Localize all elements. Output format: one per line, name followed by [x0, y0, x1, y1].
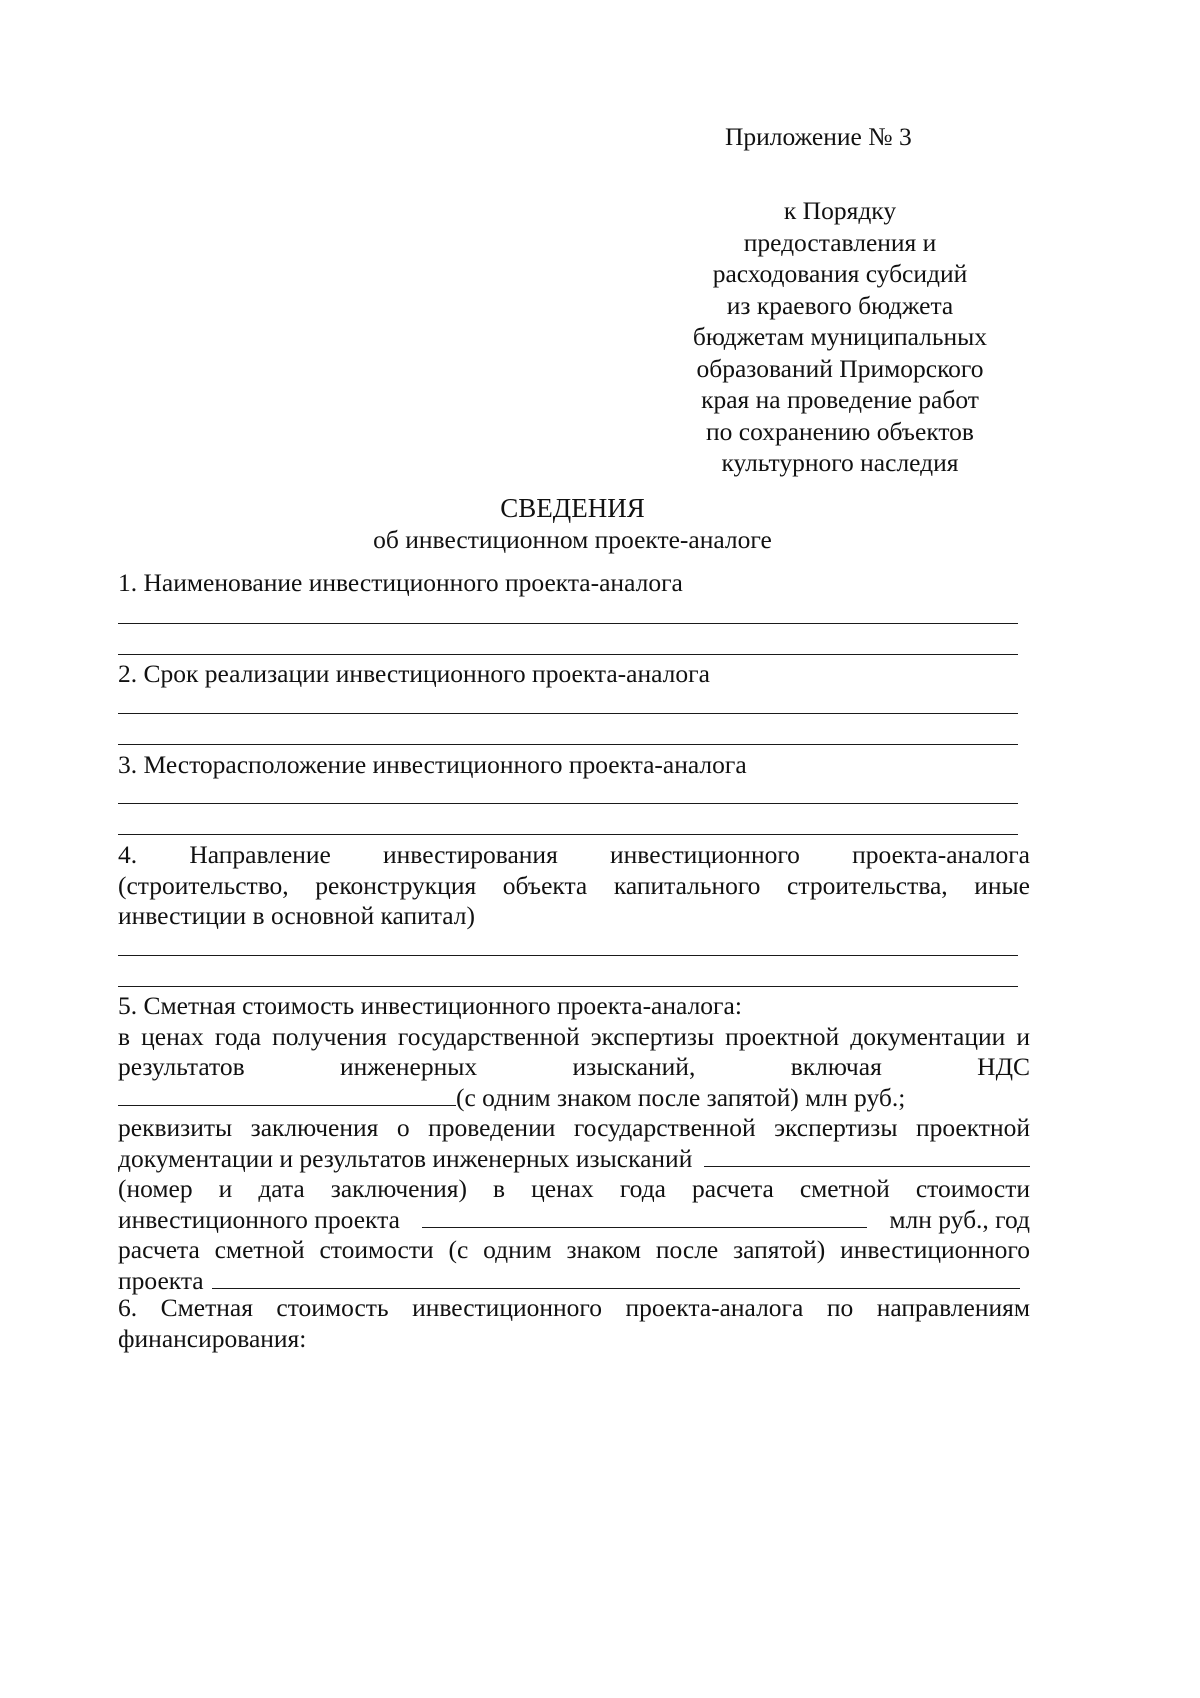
item-4-fill-line[interactable] [118, 955, 1018, 956]
item-2-fill-line[interactable] [118, 744, 1018, 745]
appendix-reference-line: к Порядку [783, 196, 897, 225]
item-3-label: 3. Месторасположение инвестиционного проекта-аналога [118, 750, 747, 779]
item-2-label: 2. Срок реализации инвестиционного проекта-аналога [118, 659, 710, 688]
item-6-line: финансирования: [118, 1323, 307, 1353]
appendix-reference-line: предоставления и [743, 227, 937, 257]
item-5-line: проекта [118, 1265, 204, 1295]
item-5-line: реквизиты заключения о проведении государственной экспертизы проектной [118, 1113, 1030, 1142]
item-5-conclusion-row [118, 1144, 1030, 1175]
estimate-blank[interactable] [422, 1205, 867, 1228]
item-5-line: (номер и дата заключения) в ценах года расчета сметной стоимости [118, 1174, 1030, 1203]
item-5-cost-row [118, 1083, 1030, 1114]
item-1-fill-line[interactable] [118, 654, 1018, 655]
item-5-line: документации и результатов инженерных изысканий [118, 1143, 693, 1173]
appendix-reference-line: культурного наследия [721, 448, 959, 477]
item-2-fill-line[interactable] [118, 713, 1018, 714]
appendix-title: Приложение № 3 [725, 122, 912, 151]
cost-blank[interactable] [118, 1083, 456, 1106]
document-subtitle: об инвестиционном проекте-аналоге [373, 525, 772, 554]
item-4-line: инвестиции в основной капитал) [118, 901, 476, 930]
appendix-reference-line: края на проведение работ [701, 385, 979, 414]
appendix-reference-line: расходования субсидий [712, 259, 968, 288]
appendix-reference-line: из краевого бюджета [726, 290, 954, 320]
item-3-fill-line[interactable] [118, 834, 1018, 835]
appendix-reference [640, 195, 1040, 479]
item-5-title: 5. Сметная стоимость инвестиционного проекта-аналога: [118, 991, 742, 1020]
conclusion-blank[interactable] [704, 1144, 1030, 1167]
item-1-fill-line[interactable] [118, 623, 1018, 624]
item-5-line: расчета сметной стоимости (с одним знаком после запятой) инвестиционного [118, 1235, 1030, 1264]
item-6-line: 6. Сметная стоимость инвестиционного проекта-аналога по направлениям [118, 1293, 1030, 1322]
item-5-line: результатов инженерных изысканий, включая НДС [118, 1052, 1030, 1081]
item-5-line: млн руб., год [889, 1204, 1030, 1234]
document-title: СВЕДЕНИЯ [500, 493, 645, 523]
item-5-line: инвестиционного проекта [118, 1204, 400, 1234]
item-6-text [118, 1293, 1030, 1354]
item-1-label: 1. Наименование инвестиционного проекта-аналога [118, 568, 683, 597]
item-4-line: 4. Направление инвестирования инвестиционного проекта-аналога [118, 840, 1030, 869]
item-5-line: (с одним знаком после запятой) млн руб.; [456, 1082, 906, 1112]
appendix-reference-line: по сохранению объектов [706, 416, 974, 446]
item-4-line: (строительство, реконструкция объекта капитального строительства, иные [118, 870, 1030, 900]
year-blank[interactable] [212, 1266, 1020, 1289]
item-5-estimate-row [118, 1205, 1030, 1236]
item-5-line: в ценах года получения государственной экспертизы проектной документации и [118, 1021, 1030, 1051]
appendix-reference-line: образований Приморского [696, 353, 984, 383]
item-3-fill-line[interactable] [118, 803, 1018, 804]
item-4-text [118, 840, 1030, 932]
item-5-text [118, 991, 1030, 1296]
item-5-year-row [118, 1266, 1020, 1297]
appendix-reference-line: бюджетам муниципальных [692, 322, 988, 351]
item-4-fill-line[interactable] [118, 986, 1018, 987]
